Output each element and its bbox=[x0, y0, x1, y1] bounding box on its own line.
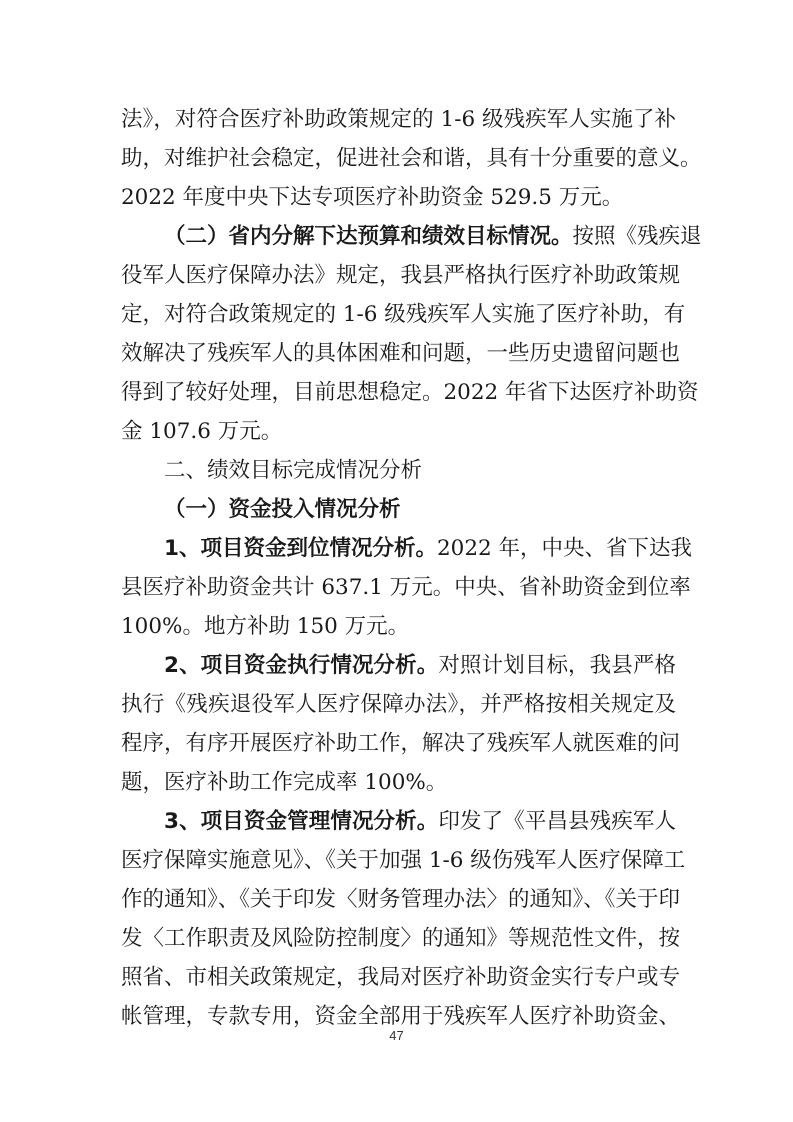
text-line: 程序，有序开展医疗补助工作，解决了残疾军人就医难的问 bbox=[121, 731, 681, 756]
text-line: 照省、市相关政策规定，我局对医疗补助资金实行专户或专 bbox=[121, 965, 681, 990]
paragraph-first-line bbox=[164, 220, 702, 254]
text-line: 定，对符合政策规定的 1-6 级残疾军人实施了医疗补助，有 bbox=[121, 302, 686, 327]
text-line: 金 107.6 万元。 bbox=[121, 419, 283, 444]
text-line: 100%。地方补助 150 万元。 bbox=[121, 614, 410, 639]
section-heading: （二）省内分解下达预算和绩效目标情况。 bbox=[164, 224, 573, 249]
text-line: 医疗保障实施意见》、《关于加强 1-6 级伤残军人医疗保障工 bbox=[121, 848, 686, 873]
text-line: 发〈工作职责及风险防控制度〉的通知》等规范性文件，按 bbox=[121, 926, 681, 951]
text-run: 2022 年，中央、省下达我 bbox=[436, 536, 693, 561]
paragraph-first-line bbox=[164, 649, 676, 683]
item-heading: 3、项目资金管理情况分析。 bbox=[164, 809, 439, 834]
item-heading: 1、项目资金到位情况分析。 bbox=[164, 536, 437, 561]
paragraph-first-line bbox=[164, 532, 693, 566]
text-run: 印发了《平昌县残疾军人 bbox=[438, 809, 676, 834]
text-line: 助，对维护社会稳定，促进社会和谐，具有十分重要的意义。 bbox=[121, 146, 702, 171]
text-run: 按照《残疾退 bbox=[572, 224, 702, 249]
text-line: 得到了较好处理，目前思想稳定。2022 年省下达医疗补助资 bbox=[121, 380, 699, 405]
item-heading: 2、项目资金执行情况分析。 bbox=[164, 653, 439, 678]
text-line: 役军人医疗保障办法》规定，我县严格执行医疗补助政策规 bbox=[121, 263, 681, 288]
text-line: 法》，对符合医疗补助政策规定的 1-6 级残疾军人实施了补 bbox=[121, 107, 676, 132]
text-line: 2022 年度中央下达专项医疗补助资金 529.5 万元。 bbox=[121, 185, 624, 210]
paragraph-first-line bbox=[164, 805, 676, 839]
text-line: 题，医疗补助工作完成率 100%。 bbox=[121, 770, 448, 795]
text-line: 效解决了残疾军人的具体困难和问题，一些历史遗留问题也 bbox=[121, 341, 681, 366]
text-run: 对照计划目标，我县严格 bbox=[438, 653, 676, 678]
page-number: 47 bbox=[389, 1028, 404, 1043]
subsection-heading: （一）资金投入情况分析 bbox=[164, 497, 401, 522]
text-line: 执行《残疾退役军人医疗保障办法》，并严格按相关规定及 bbox=[121, 692, 676, 717]
text-line: 作的通知》、《关于印发〈财务管理办法〉的通知》、《关于印 bbox=[121, 887, 681, 912]
text-line: 帐管理，专款专用，资金全部用于残疾军人医疗补助资金、 bbox=[121, 1004, 681, 1029]
chapter-heading: 二、绩效目标完成情况分析 bbox=[164, 458, 423, 483]
text-line: 县医疗补助资金共计 637.1 万元。中央、省补助资金到位率 bbox=[121, 575, 691, 600]
